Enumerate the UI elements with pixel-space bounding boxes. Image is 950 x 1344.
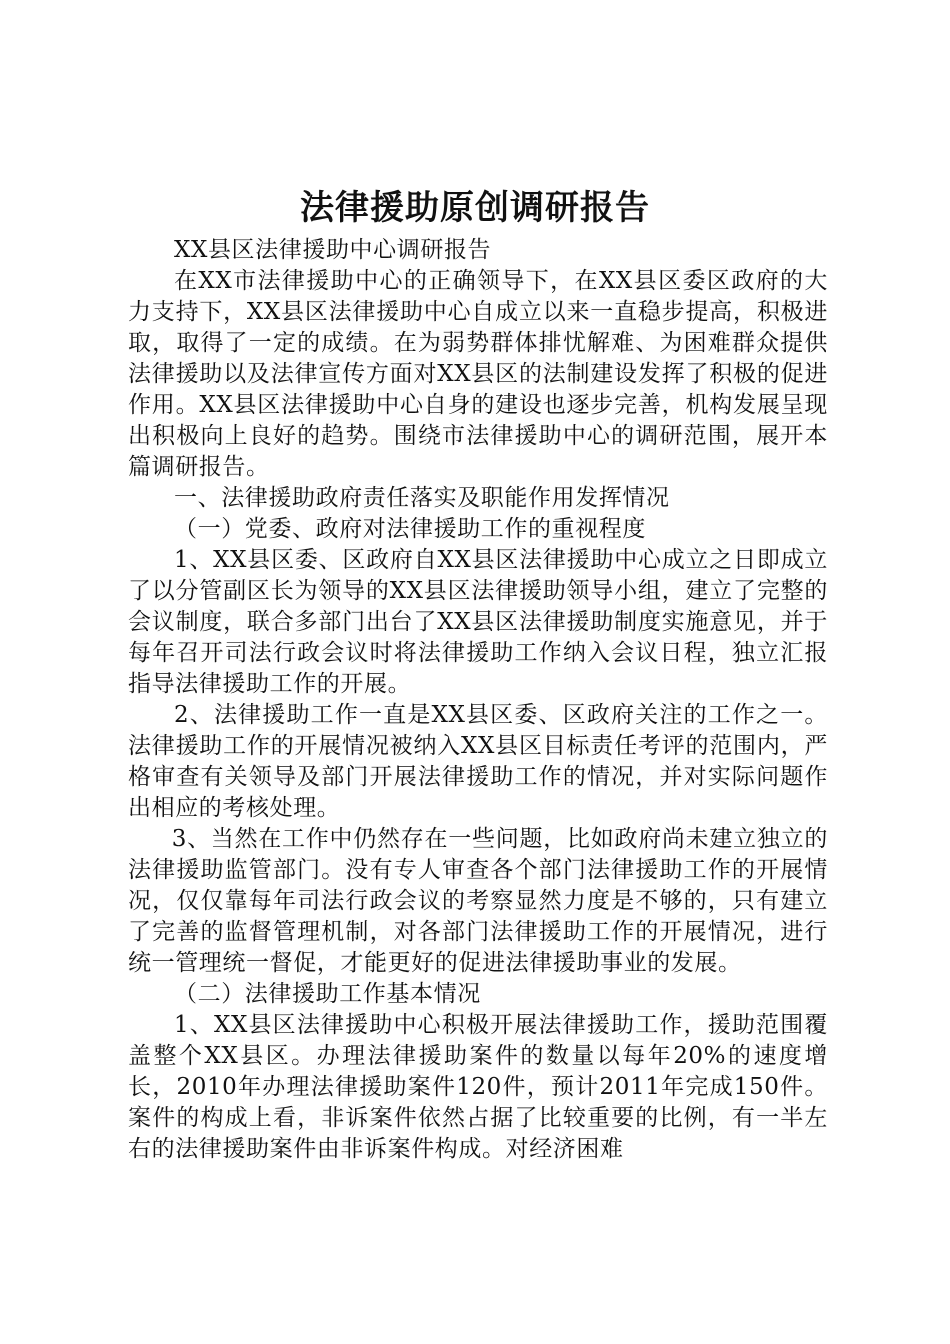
subsection-heading-1: （一）党委、政府对法律援助工作的重视程度 (174, 516, 646, 542)
paragraph-item-1: 1、XX县区委、区政府自XX县区法律援助中心成立之日即成立了以分管副区长为领导的XX县区法律援助领导小组，建立了完整的会议制度，联合多部门出台了XX县区法律援助制度实施意见，并于每年召开司法行政会议时将法律援助工作纳入会议日程，独立汇报指导法律援助工作的开展。 (128, 547, 828, 697)
document-body (128, 235, 828, 1165)
subsection-heading-2: （二）法律援助工作基本情况 (174, 981, 481, 1007)
document-title: 法律援助原创调研报告 (300, 188, 650, 228)
report-subtitle: XX县区法律援助中心调研报告 (174, 237, 492, 263)
paragraph-item-4: 1、XX县区法律援助中心积极开展法律援助工作，援助范围覆盖整个XX县区。办理法律援助案件的数量以每年20%的速度增长，2010年办理法律援助案件120件，预计2011年完成150件。案件的构成上看，非诉案件依然占据了比较重要的比例，有一半左右的法律援助案件由非诉案件构成。对经济困难 (128, 1012, 828, 1162)
section-heading-1: 一、法律援助政府责任落实及职能作用发挥情况 (174, 485, 670, 511)
paragraph-item-3: 3、当然在工作中仍然存在一些问题，比如政府尚未建立独立的法律援助监管部门。没有专人审查各个部门法律援助工作的开展情况，仅仅靠每年司法行政会议的考察显然力度是不够的，只有建立了完善的监督管理机制，对各部门法律援助工作的开展情况，进行统一管理统一督促，才能更好的促进法律援助事业的发展。 (128, 826, 828, 976)
paragraph-item-2: 2、法律援助工作一直是XX县区委、区政府关注的工作之一。法律援助工作的开展情况被纳入XX县区目标责任考评的范围内，严格审查有关领导及部门开展法律援助工作的情况，并对实际问题作出相应的考核处理。 (128, 702, 828, 821)
paragraph-intro: 在XX市法律援助中心的正确领导下，在XX县区委区政府的大力支持下，XX县区法律援助中心自成立以来一直稳步提高，积极进取，取得了一定的成绩。在为弱势群体排忧解难、为困难群众提供法律援助以及法律宣传方面对XX县区的法制建设发挥了积极的促进作用。XX县区法律援助中心自身的建设也逐步完善，机构发展呈现出积极向上良好的趋势。围绕市法律援助中心的调研范围，展开本篇调研报告。 (128, 268, 828, 480)
